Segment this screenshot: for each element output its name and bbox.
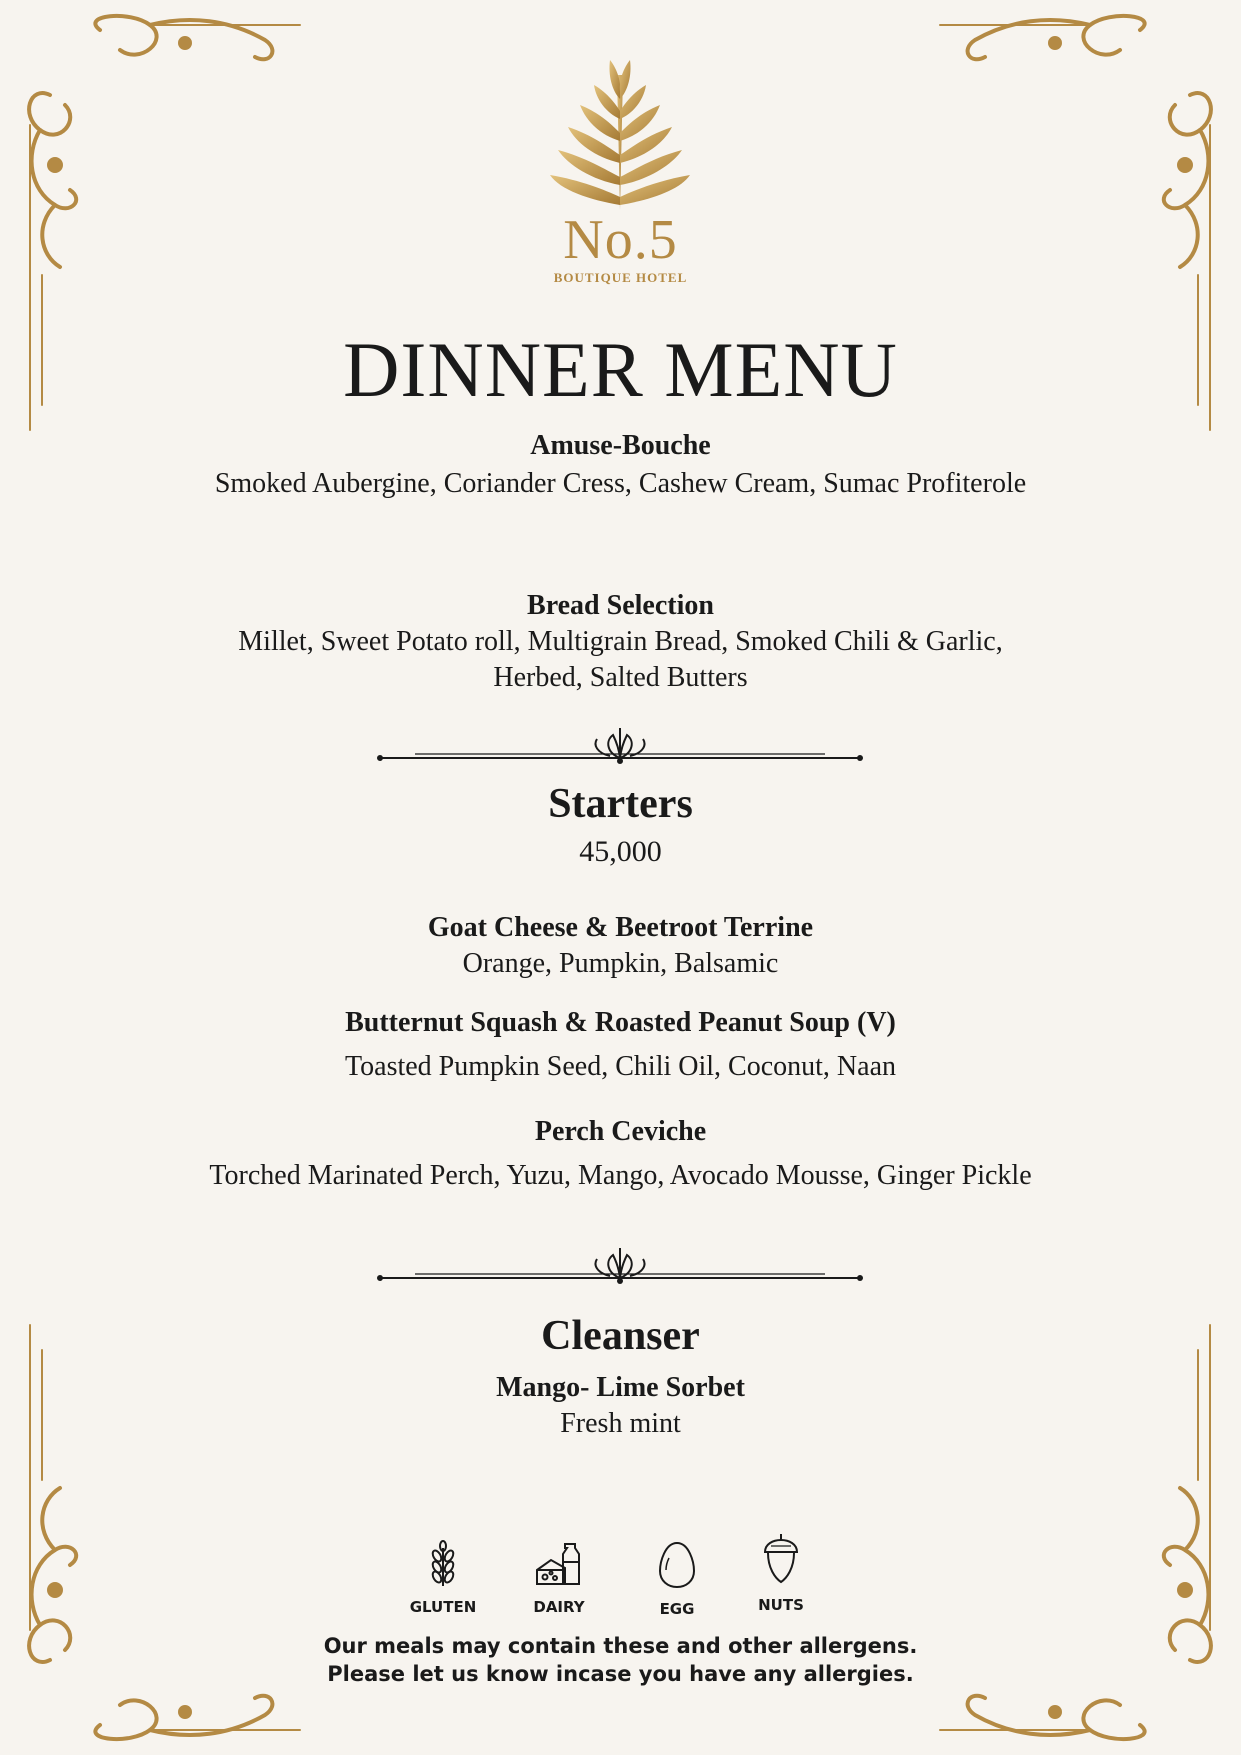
starters-price-wrap [0, 835, 1241, 869]
dairy-icon [535, 1540, 583, 1588]
cleanser-item-description: Fresh mint [560, 1408, 681, 1439]
starter-item-2 [0, 1007, 1241, 1083]
allergen-label: DAIRY [533, 1598, 585, 1616]
bread-description-line1: Millet, Sweet Potato roll, Multigrain Bread, Smoked Chili & Garlic, [238, 626, 1003, 657]
cleanser-item-name: Mango- Lime Sorbet [496, 1372, 745, 1403]
starter-item-3 [0, 1116, 1241, 1192]
starter-item-name: Butternut Squash & Roasted Peanut Soup (V) [345, 1007, 896, 1038]
menu-title-wrap [0, 325, 1241, 415]
logo-name: No.5 [563, 209, 678, 271]
bread-heading: Bread Selection [527, 590, 714, 621]
starters-price: 45,000 [579, 835, 662, 868]
allergen-notice-line2: Please let us know incase you have any allergies. [327, 1662, 914, 1686]
starter-item-name: Goat Cheese & Beetroot Terrine [427, 912, 814, 943]
starter-item-description: Orange, Pumpkin, Balsamic [462, 948, 779, 979]
bread-section [0, 590, 1241, 694]
starter-item-description: Torched Marinated Perch, Yuzu, Mango, Avocado Mousse, Ginger Pickle [209, 1160, 1032, 1191]
bread-description-line2: Herbed, Salted Butters [493, 662, 748, 693]
starters-heading-wrap [0, 780, 1241, 828]
allergen-label: GLUTEN [409, 1598, 477, 1616]
logo-wordmark [0, 208, 1241, 272]
page-title: DINNER MENU [343, 326, 898, 413]
cleanser-heading-wrap [0, 1312, 1241, 1360]
allergen-egg [622, 1540, 732, 1618]
egg-icon [657, 1540, 697, 1590]
ornamental-divider [375, 725, 865, 765]
starter-item-name: Perch Ceviche [534, 1116, 707, 1147]
wheat-icon [428, 1540, 458, 1588]
logo-subtitle: BOUTIQUE HOTEL [553, 270, 688, 285]
allergen-notice [0, 1632, 1241, 1688]
palm-leaf-logo-icon [550, 55, 690, 215]
ornamental-divider [375, 1245, 865, 1285]
acorn-icon [761, 1532, 801, 1586]
amuse-section [0, 430, 1241, 500]
cleanser-item [0, 1372, 1241, 1440]
logo-subtitle-wrap [0, 270, 1241, 286]
amuse-description: Smoked Aubergine, Coriander Cress, Cashew Cream, Sumac Profiterole [214, 468, 1027, 499]
allergen-label: EGG [659, 1600, 695, 1618]
starter-item-description: Toasted Pumpkin Seed, Chili Oil, Coconut, Naan [345, 1051, 896, 1082]
allergen-nuts [726, 1532, 836, 1614]
cleanser-heading: Cleanser [541, 1313, 700, 1359]
starter-item-1 [0, 912, 1241, 980]
allergen-notice-line1: Our meals may contain these and other allergens. [323, 1634, 918, 1658]
starters-heading: Starters [548, 781, 693, 827]
allergen-gluten [388, 1540, 498, 1616]
allergen-dairy [504, 1540, 614, 1616]
allergen-label: NUTS [758, 1596, 804, 1614]
amuse-heading: Amuse-Bouche [530, 430, 711, 461]
